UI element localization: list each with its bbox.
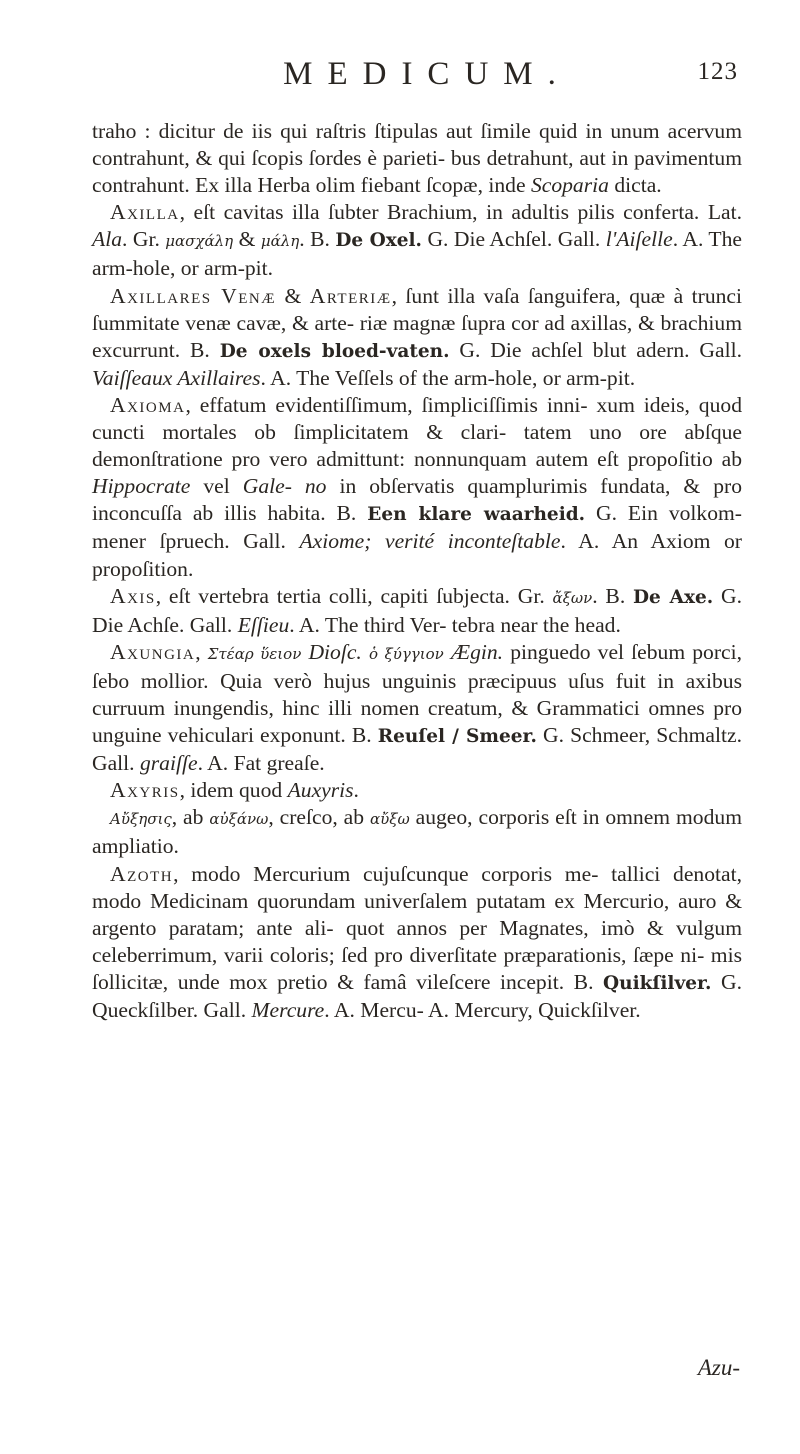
entry-text: , ſunt illa vaſa ſanguifera, quæ à trunci ſummitate venæ cavæ, & arte- riæ magnæ ſupra cor ad axillas, & brachium excurrunt. B. [92,283,743,362]
italic-term: Eſſieu [237,612,290,637]
italic-term: Ala [92,227,122,252]
dictionary-entry [92,392,742,583]
headword: Axilla [110,200,180,225]
entry-text: . A. An Axiom or propoſition. [92,529,742,581]
greek-term: αὔξω [369,810,410,829]
dutch-term: Een klare waarheid. [367,504,586,526]
entry-text: . B. [592,583,633,608]
running-title: MEDICUM. [283,56,571,92]
dictionary-entries [92,118,742,1024]
entry-text [362,640,369,664]
entry-text: . A. The Veſſels of the arm-hole, or arm-pit. [260,365,636,390]
headword: Axillares Venæ [110,283,277,308]
running-head [92,0,742,118]
entry-text: . A. Fat greaſe. [197,751,325,776]
dictionary-entry [92,639,742,777]
headword: Axyris [110,778,180,803]
entry-text: pinguedo vel ſebum porci, ſebo mollior. Quia verò hujus unguinis præcipuus uſus fuit in axibus curruum inungendis, hinc illi nomen creatum, & Grammatici omnes pro unguine vehiculari exponunt. B. [92,639,742,748]
dutch-term: De oxels bloed-vaten. [219,340,450,362]
italic-term: graiſſe [139,751,198,776]
entry-text: G. Die achſel blut adern. Gall. [449,337,742,362]
greek-term: ὁ ξύγγιον [368,644,444,663]
entry-text: , eſt vertebra tertia colli, capiti ſubjecta. Gr. [155,583,553,608]
headword: Axis [110,583,156,608]
dictionary-entry [92,804,742,860]
italic-term: Gale- no [242,474,327,499]
entry-text: , creſco, ab [268,805,370,830]
dutch-term: De Axe. [633,586,714,608]
greek-term: Στέαρ ὕειον [207,644,302,663]
page-number: 123 [697,58,738,85]
dictionary-entry [92,283,742,392]
greek-term: ἄξων [552,588,593,607]
entry-text: traho : dicitur de iis qui raſtris ſtipulas aut ſimile quid in unum acervum contrahunt, & qui ſcopis ſordes è parieti- bus detrahunt, aut in pavimentum contrahunt. Ex illa Herba olim fiebant ſcopæ, inde [92,119,742,198]
entry-text: , effatum evidentiſſimum, ſimpliciſſimis inni- xum ideis, quod cuncti mortales ob ſimplicitatem & clari- tatem uno ore abſque demonſtratione pro vero admittunt: nonnunquam autem eſt propoſitio ab [92,392,742,472]
greek-term: μάλη [260,232,300,251]
entry-text: G. Die Achſel. Gall. [422,227,606,252]
italic-term: Dioſc. [308,639,362,664]
dutch-term: Reuſel / Smeer. [377,726,537,748]
italic-term: Scoparia [530,173,609,198]
dictionary-entry [92,583,742,639]
entry-text: G. Die Achſe. Gall. [92,583,742,637]
headword: Axioma [110,392,186,417]
entry-text [444,640,451,664]
entry-text: . A. Mercu- A. Mercury, Quickſilver. [324,998,641,1022]
entry-text: in obſervatis quamplurimis fundata, & pro inconcuſſa ab illis habita. B. [92,474,742,526]
entry-text: , idem quod [179,778,288,803]
italic-term: Auxyris [287,778,354,803]
dictionary-entry [92,861,742,1025]
entry-text: . Gr. [122,227,166,252]
italic-term: l'Aiſelle [605,227,673,252]
entry-text: & [233,227,261,252]
italic-term: Vaiſſeaux Axillaires [92,365,261,390]
dictionary-entry [92,118,742,199]
headword: Azoth [110,861,174,886]
entry-text: . A. The arm-hole, or arm-pit. [92,227,743,281]
dictionary-entry [92,777,742,804]
entry-text: augeo, corporis eſt in omnem modum ampliatio. [92,805,742,859]
entry-text: , modo Mercurium cujuſcunque corporis me- tallici denotat, modo Medicinam quorundam univerſalem putatam ex Mercurio, auro & argento paratam; ante ali- quot annos per Magnates, imò & vulgum celeberrimum, varii coloris; ſed pro diverſitate præparationis, ſæpe ni- mis ſollicitæ, unde mox pretio & famâ vileſcere incepit. B. [92,861,742,994]
italic-term: Ægin. [450,639,504,664]
entry-text: G. Ein volkom- mener ſpruech. Gall. [92,501,742,554]
entry-text: G. Schmeer, Schmaltz. Gall. [92,723,742,776]
entry-text: . B. [299,227,336,252]
headword: Axungia [110,639,196,664]
entry-text: . [353,778,359,803]
dutch-term: Quikſilver. [603,972,712,994]
italic-term: Mercure [251,998,325,1022]
entry-text: vel [190,474,243,499]
entry-text: , eſt cavitas illa ſubter Brachium, in adultis pilis conferta. Lat. [179,200,742,225]
italic-term: Axiome; verité inconteſtable [299,529,561,554]
greek-term: αὐξάνω [209,810,269,829]
greek-term: μασχάλη [165,232,234,251]
entry-text: G. Queckſilber. Gall. [92,969,742,1022]
entry-text: , [195,639,208,664]
dutch-term: De Oxel. [335,230,422,252]
entry-text: & [276,283,310,308]
greek-term: Αὔξησις [110,810,172,829]
entry-text: dicta. [608,173,662,198]
dictionary-entry [92,199,742,282]
headword: Arteriæ [309,283,392,308]
catchword: Azu- [697,1355,740,1380]
entry-text: , ab [171,805,210,830]
entry-text: . A. The third Ver- tebra near the head. [289,612,621,637]
italic-term: Hippocrate [92,474,191,499]
